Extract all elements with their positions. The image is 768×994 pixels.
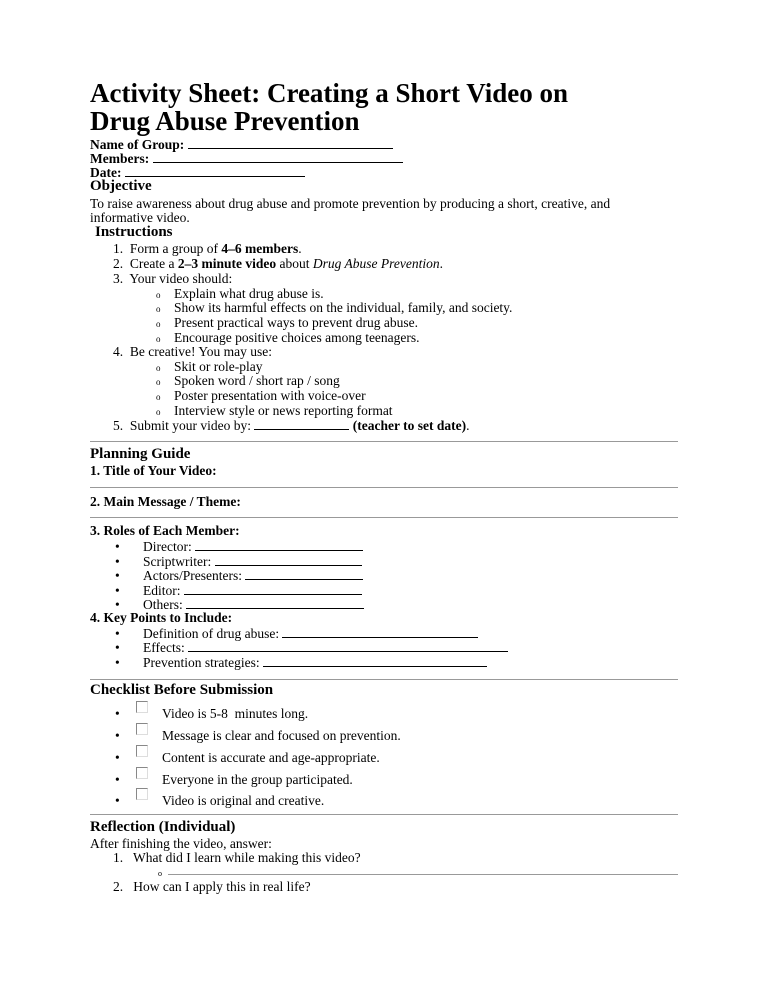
sub-item: o Show its harmful effects on the individual, family, and society. (156, 300, 513, 315)
instruction-4: 4. Be creative! You may use: (113, 344, 272, 359)
sub-bullet: o (158, 869, 162, 878)
checklist-item[interactable]: • Video is original and creative. (115, 793, 324, 808)
checklist-item[interactable]: • Content is accurate and age-appropriate. (115, 750, 380, 765)
divider (90, 679, 678, 680)
sub-item: o Poster presentation with voice-over (156, 388, 366, 403)
instruction-5: 5. Submit your video by: (teacher to set date). (113, 418, 470, 433)
checklist-item[interactable]: • Video is 5-8 minutes long. (115, 706, 308, 721)
answer-line[interactable] (90, 517, 678, 518)
instructions-heading: Instructions (95, 224, 173, 240)
point-definition[interactable]: • Definition of drug abuse: (115, 625, 478, 641)
sub-item: o Present practical ways to prevent drug abuse. (156, 315, 419, 330)
role-actors[interactable]: • Actors/Presenters: (115, 567, 363, 583)
answer-line[interactable] (168, 874, 678, 875)
members-label: Members: (90, 151, 150, 166)
divider (90, 441, 678, 442)
reflection-heading: Reflection (Individual) (90, 819, 236, 835)
divider (90, 814, 678, 815)
title-line-1: Activity Sheet: Creating a Short Video on (90, 78, 568, 108)
instruction-3: 3. Your video should: (113, 271, 233, 286)
planning-q2: 2. Main Message / Theme: (90, 494, 241, 509)
checklist-item[interactable]: • Everyone in the group participated. (115, 772, 353, 787)
objective-heading: Objective (90, 178, 152, 194)
checkbox[interactable] (136, 767, 148, 779)
objective-text-2: informative video. (90, 210, 190, 225)
point-effects[interactable]: • Effects: (115, 639, 508, 655)
role-others[interactable]: • Others: (115, 596, 364, 612)
checkbox[interactable] (136, 701, 148, 713)
sub-item: o Explain what drug abuse is. (156, 286, 324, 301)
planning-q4: 4. Key Points to Include: (90, 610, 233, 625)
planning-q1: 1. Title of Your Video: (90, 463, 217, 478)
planning-q3: 3. Roles of Each Member: (90, 523, 240, 538)
sub-item: o Interview style or news reporting format (156, 403, 393, 418)
reflection-q2: 2. How can I apply this in real life? (113, 879, 311, 894)
submit-date-blank[interactable] (254, 417, 349, 430)
checkbox[interactable] (136, 788, 148, 800)
checklist-item[interactable]: • Message is clear and focused on prevention. (115, 728, 401, 743)
checkbox[interactable] (136, 745, 148, 757)
title-line-2: Drug Abuse Prevention (90, 106, 360, 136)
checkbox[interactable] (136, 723, 148, 735)
answer-line[interactable] (90, 487, 678, 488)
sub-item: o Spoken word / short rap / song (156, 373, 340, 388)
planning-heading: Planning Guide (90, 446, 191, 462)
sub-item: o Encourage positive choices among teenagers. (156, 330, 420, 345)
reflection-intro: After finishing the video, answer: (90, 836, 272, 851)
instruction-2: 2. Create a 2–3 minute video about Drug Abuse Prevention. (113, 256, 443, 271)
sub-item: o Skit or role-play (156, 359, 263, 374)
role-scriptwriter[interactable]: • Scriptwriter: (115, 553, 362, 569)
objective-text-1: To raise awareness about drug abuse and promote prevention by producing a short, creative, and (90, 196, 611, 211)
group-label: Name of Group: (90, 137, 185, 152)
reflection-q1: 1. What did I learn while making this video? (113, 850, 361, 865)
instruction-1: 1. Form a group of 4–6 members. (113, 241, 302, 256)
checklist-heading: Checklist Before Submission (90, 682, 274, 698)
role-editor[interactable]: • Editor: (115, 582, 362, 598)
point-prevention[interactable]: • Prevention strategies: (115, 654, 487, 670)
role-director[interactable]: • Director: (115, 538, 363, 554)
date-label: Date: (90, 165, 122, 180)
